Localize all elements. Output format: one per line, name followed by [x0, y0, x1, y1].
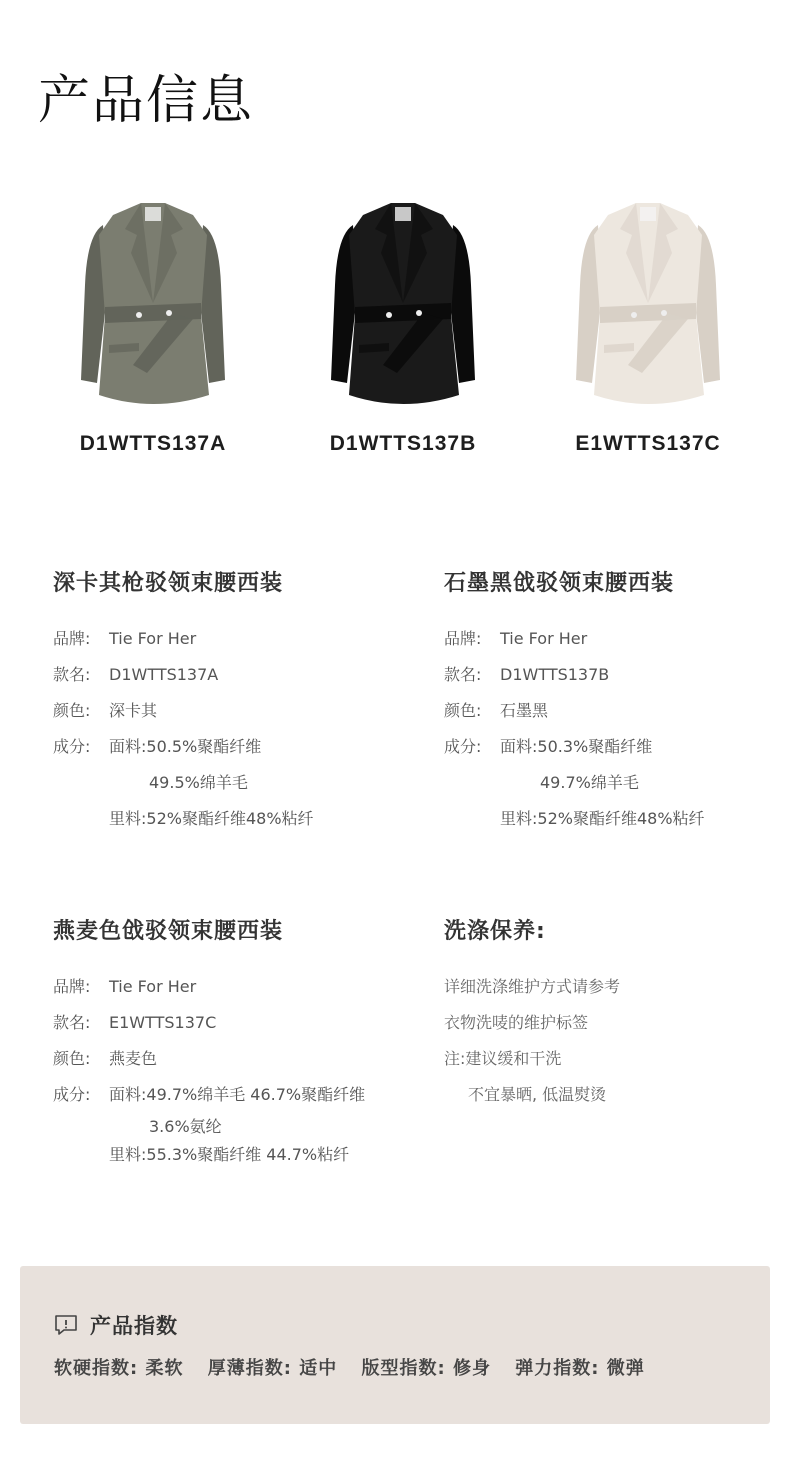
spec-composition-row: 成分: 面料:49.7%绵羊毛 46.7%聚酯纤维 [53, 1085, 366, 1104]
product-index-title: 产品指数 [90, 1314, 178, 1338]
spec-color-row: 颜色: 燕麦色 [53, 1049, 158, 1068]
spec-lining-line: 里料:52%聚酯纤维48%粘纤 [109, 809, 314, 828]
belt-button [631, 312, 637, 318]
spec-color-row: 颜色: 石墨黑 [444, 701, 549, 720]
spec-composition-row: 成分: 面料:50.5%聚酯纤维 [53, 737, 262, 756]
product-code: E1WTTS137C [575, 432, 721, 455]
spec-model-row: 款名: E1WTTS137C [53, 1013, 217, 1032]
care-block [444, 914, 784, 1113]
belt-button [416, 310, 422, 316]
spec-composition-line: 49.5%绵羊毛 [149, 773, 248, 792]
fit-index: 版型指数: 修身 [361, 1358, 491, 1379]
belt-button [386, 312, 392, 318]
care-title: 洗涤保养: [444, 919, 546, 944]
jacket-image [568, 195, 728, 410]
care-line: 详细洗涤维护方式请参考 [444, 977, 621, 996]
product-code: D1WTTS137B [329, 432, 477, 455]
collar-label [145, 207, 161, 221]
belt-button [166, 310, 172, 316]
care-note: 注:建议缓和干洗 [444, 1049, 562, 1068]
thickness-index: 厚薄指数: 适中 [207, 1358, 338, 1379]
spec-title: 石墨黑戗驳领束腰西装 [444, 571, 675, 596]
collar-label [640, 207, 656, 221]
spec-brand-row: 品牌: Tie For Her [53, 977, 197, 996]
spec-title: 燕麦色戗驳领束腰西装 [53, 919, 284, 944]
product-code: D1WTTS137A [79, 432, 227, 455]
spec-composition-row: 成分: 面料:50.3%聚酯纤维 [444, 737, 653, 756]
jacket-image [73, 195, 233, 410]
spec-lining-line: 里料:55.3%聚酯纤维 44.7%粘纤 [109, 1145, 350, 1164]
spec-brand-row: 品牌: Tie For Her [53, 629, 197, 648]
jacket-image [323, 195, 483, 410]
spec-model-row: 款名: D1WTTS137A [53, 665, 219, 684]
product-card[interactable] [528, 195, 768, 456]
product-card[interactable] [283, 195, 523, 456]
care-line: 衣物洗唛的维护标签 [444, 1013, 589, 1032]
spec-color-row: 颜色: 深卡其 [53, 701, 158, 720]
spec-model-row: 款名: D1WTTS137B [444, 665, 610, 684]
collar-label [395, 207, 411, 221]
info-message-icon [54, 1314, 78, 1336]
spec-brand-row: 品牌: Tie For Her [444, 629, 588, 648]
product-index-panel [20, 1266, 770, 1424]
product-index-values [54, 1354, 663, 1380]
elasticity-index: 弹力指数: 微弹 [515, 1358, 645, 1379]
spec-composition-line: 49.7%绵羊毛 [540, 773, 639, 792]
spec-title: 深卡其枪驳领束腰西装 [53, 571, 284, 596]
spec-block [53, 914, 423, 1169]
product-index-header [54, 1310, 178, 1340]
care-note: 不宜暴晒, 低温熨烫 [468, 1085, 607, 1104]
spec-lining-line: 里料:52%聚酯纤维48%粘纤 [500, 809, 705, 828]
page-title: 产品信息 [38, 71, 255, 131]
softness-index: 软硬指数: 柔软 [54, 1358, 184, 1379]
product-card[interactable] [33, 195, 273, 456]
belt-button [661, 310, 667, 316]
spec-composition-line: 3.6%氨纶 [149, 1117, 222, 1136]
spec-block [444, 566, 784, 837]
belt-button [136, 312, 142, 318]
spec-block [53, 566, 393, 837]
